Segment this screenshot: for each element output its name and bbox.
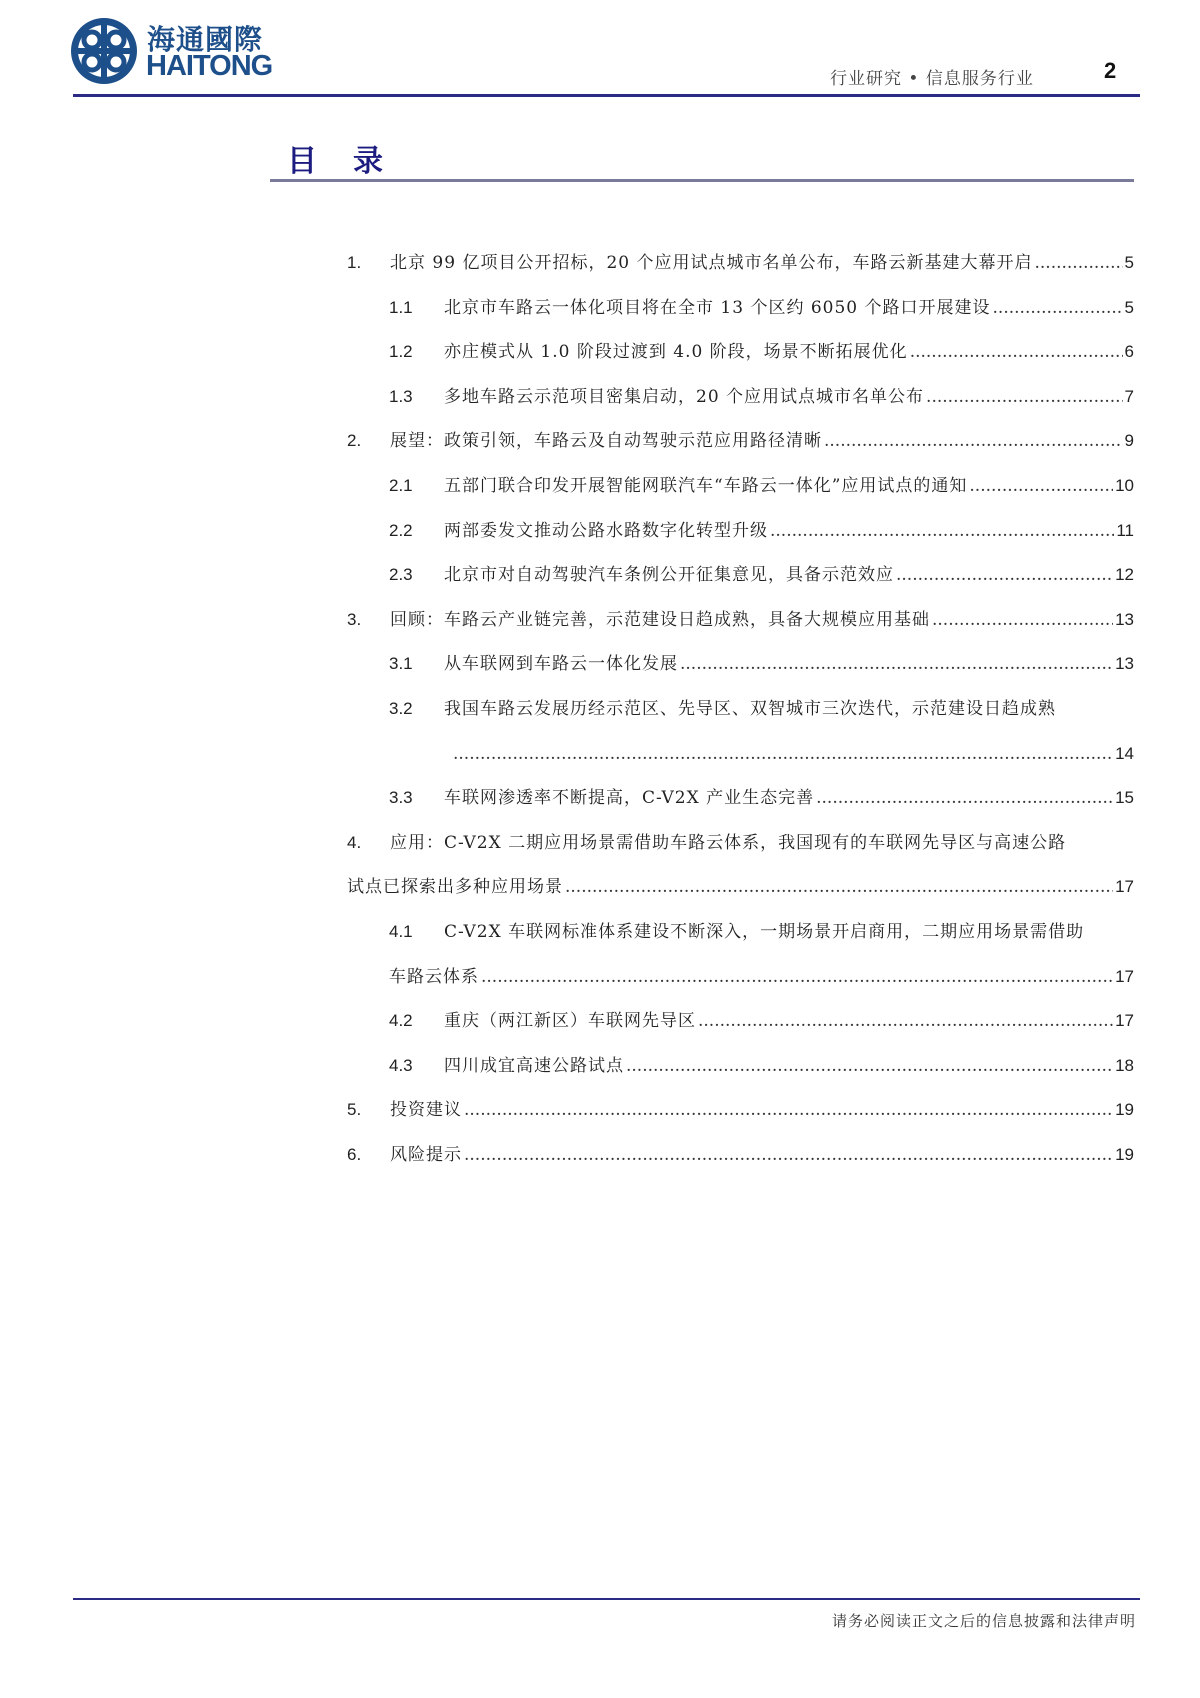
toc-entry-title[interactable]: 亦庄模式从 1.0 阶段过渡到 4.0 阶段，场景不断拓展优化 xyxy=(444,342,908,363)
toc-entry-number: 4.3 xyxy=(389,1055,413,1075)
toc-entry-line[interactable] xyxy=(347,732,1134,777)
header-divider xyxy=(73,94,1140,97)
toc-entry[interactable] xyxy=(347,642,1134,687)
table-of-contents xyxy=(347,241,1134,1177)
footer-divider xyxy=(73,1598,1140,1600)
toc-entry[interactable] xyxy=(347,330,1134,375)
toc-entry-title-continued[interactable]: 车路云体系 xyxy=(389,966,479,987)
toc-entry-title[interactable]: 四川成宜高速公路试点 xyxy=(444,1055,624,1076)
toc-entry-number: 1.2 xyxy=(389,342,413,362)
toc-dot-leader xyxy=(896,553,1113,598)
toc-dot-leader xyxy=(464,1133,1113,1178)
toc-entry[interactable] xyxy=(347,1088,1134,1133)
toc-entry[interactable] xyxy=(347,241,1134,286)
toc-entry-page[interactable]: 17 xyxy=(1115,877,1134,897)
toc-entry-title[interactable]: 回顾：车路云产业链完善，示范建设日趋成熟，具备大规模应用基础 xyxy=(390,609,930,630)
toc-entry-title[interactable]: 多地车路云示范项目密集启动，20 个应用试点城市名单公布 xyxy=(444,386,925,407)
toc-entry-line[interactable] xyxy=(347,1088,1134,1133)
toc-dot-leader xyxy=(926,375,1122,420)
toc-entry-title-continued[interactable]: 试点已探索出多种应用场景 xyxy=(347,877,563,898)
toc-entry-title[interactable]: 风险提示 xyxy=(390,1144,462,1165)
toc-entry-page[interactable]: 19 xyxy=(1115,1144,1134,1164)
toc-entry-page[interactable]: 6 xyxy=(1124,342,1134,362)
toc-entry-line[interactable] xyxy=(347,642,1134,687)
toc-dot-leader xyxy=(993,286,1123,331)
footer-disclaimer: 请务必阅读正文之后的信息披露和法律声明 xyxy=(831,1612,1136,1630)
toc-dot-leader xyxy=(680,642,1113,687)
toc-entry-line[interactable] xyxy=(347,241,1134,286)
toc-entry-page[interactable]: 15 xyxy=(1115,788,1134,808)
toc-dot-leader xyxy=(816,776,1113,821)
toc-entry-line[interactable] xyxy=(347,330,1134,375)
toc-entry-line[interactable] xyxy=(347,776,1134,821)
toc-entry-page[interactable]: 7 xyxy=(1124,386,1134,406)
toc-dot-leader xyxy=(626,1044,1113,1089)
toc-entry-number: 4.1 xyxy=(389,921,413,941)
toc-entry-title[interactable]: 应用：C-V2X 二期应用场景需借助车路云体系，我国现有的车联网先导区与高速公路 xyxy=(390,832,1067,853)
logo-chinese-name: 海通國際 xyxy=(147,23,264,56)
toc-entry-line[interactable] xyxy=(347,509,1134,554)
toc-entry-title[interactable]: 北京市车路云一体化项目将在全市 13 个区约 6050 个路口开展建设 xyxy=(444,297,991,318)
toc-dot-leader xyxy=(565,865,1113,910)
toc-entry-line[interactable] xyxy=(347,598,1134,643)
toc-entry-line[interactable] xyxy=(347,910,1134,955)
toc-entry-line[interactable] xyxy=(347,999,1134,1044)
toc-entry-number: 3. xyxy=(347,609,362,629)
toc-entry[interactable] xyxy=(347,776,1134,821)
toc-entry-number: 1.3 xyxy=(389,386,413,406)
title-divider xyxy=(270,179,1134,182)
toc-dot-leader xyxy=(453,732,1113,777)
toc-dot-leader xyxy=(464,1088,1113,1133)
toc-entry-page[interactable]: 17 xyxy=(1115,1011,1134,1031)
toc-entry-page[interactable]: 18 xyxy=(1115,1055,1134,1075)
toc-entry-title[interactable]: 五部门联合印发开展智能网联汽车“车路云一体化”应用试点的通知 xyxy=(444,475,968,496)
toc-entry-title[interactable]: 展望：政策引领，车路云及自动驾驶示范应用路径清晰 xyxy=(390,431,822,452)
toc-entry-page[interactable]: 12 xyxy=(1115,565,1134,585)
toc-dot-leader xyxy=(481,955,1113,1000)
toc-entry[interactable] xyxy=(347,821,1134,910)
toc-entry-line[interactable] xyxy=(347,464,1134,509)
toc-entry[interactable] xyxy=(347,509,1134,554)
toc-entry-title[interactable]: C-V2X 车联网标准体系建设不断深入，一期场景开启商用，二期应用场景需借助 xyxy=(444,921,1085,942)
toc-entry-line[interactable] xyxy=(347,553,1134,598)
toc-entry-title[interactable]: 投资建议 xyxy=(390,1100,462,1121)
toc-entry-line[interactable] xyxy=(347,687,1134,732)
logo-english-name: HAITONG xyxy=(146,50,273,82)
toc-entry-title[interactable]: 重庆（两江新区）车联网先导区 xyxy=(444,1011,696,1032)
toc-entry[interactable] xyxy=(347,419,1134,464)
toc-entry[interactable] xyxy=(347,375,1134,420)
toc-entry[interactable] xyxy=(347,553,1134,598)
toc-entry-title[interactable]: 北京市对自动驾驶汽车条例公开征集意见，具备示范效应 xyxy=(444,565,894,586)
toc-entry-line[interactable] xyxy=(347,419,1134,464)
toc-entry-number: 2.3 xyxy=(389,565,413,585)
toc-entry-page[interactable]: 10 xyxy=(1115,475,1134,495)
page-title: 目录 xyxy=(287,144,419,179)
toc-dot-leader xyxy=(770,509,1114,554)
toc-entry-number: 1.1 xyxy=(389,297,413,317)
toc-entry-line[interactable] xyxy=(347,375,1134,420)
toc-entry-page[interactable]: 19 xyxy=(1115,1100,1134,1120)
toc-entry[interactable] xyxy=(347,464,1134,509)
toc-dot-leader xyxy=(824,419,1123,464)
toc-entry-line[interactable] xyxy=(347,286,1134,331)
toc-entry-page[interactable]: 14 xyxy=(1115,743,1134,763)
toc-entry[interactable] xyxy=(347,598,1134,643)
toc-entry-page[interactable]: 13 xyxy=(1115,609,1134,629)
toc-entry-number: 3.1 xyxy=(389,654,413,674)
toc-entry-title[interactable]: 北京 99 亿项目公开招标，20 个应用试点城市名单公布，车路云新基建大幕开启 xyxy=(390,253,1033,273)
toc-entry[interactable] xyxy=(347,1133,1134,1178)
toc-entry-title[interactable]: 两部委发文推动公路水路数字化转型升级 xyxy=(444,520,768,541)
toc-entry-number: 1. xyxy=(347,253,362,272)
toc-entry[interactable] xyxy=(347,687,1134,776)
toc-entry-line[interactable] xyxy=(347,955,1134,1000)
page-number: 2 xyxy=(1104,58,1117,83)
toc-dot-leader xyxy=(932,598,1113,643)
toc-entry-number: 4.2 xyxy=(389,1011,413,1031)
toc-entry-number: 5. xyxy=(347,1100,362,1120)
header-section-label: 行业研究 • 信息服务行业 xyxy=(830,69,1034,89)
toc-entry-page[interactable]: 5 xyxy=(1124,253,1134,272)
toc-entry-title[interactable]: 从车联网到车路云一体化发展 xyxy=(444,654,678,675)
toc-dot-leader xyxy=(698,999,1113,1044)
toc-entry-number: 2.2 xyxy=(389,520,413,540)
toc-entry-number: 6. xyxy=(347,1144,362,1164)
toc-entry-number: 2. xyxy=(347,431,362,451)
toc-entry[interactable] xyxy=(347,1044,1134,1089)
toc-entry-title[interactable]: 我国车路云发展历经示范区、先导区、双智城市三次迭代，示范建设日趋成熟 xyxy=(444,698,1056,719)
toc-entry[interactable] xyxy=(347,910,1134,999)
toc-entry-line[interactable] xyxy=(347,1044,1134,1089)
toc-entry[interactable] xyxy=(347,286,1134,331)
toc-entry-page[interactable]: 9 xyxy=(1124,431,1134,451)
toc-entry-number: 2.1 xyxy=(389,475,413,495)
toc-dot-leader xyxy=(910,330,1123,375)
toc-entry-title[interactable]: 车联网渗透率不断提高，C-V2X 产业生态完善 xyxy=(444,788,815,809)
toc-entry-line[interactable] xyxy=(347,821,1134,866)
toc-entry-number: 4. xyxy=(347,832,362,852)
toc-entry[interactable] xyxy=(347,999,1134,1044)
toc-entry-line[interactable] xyxy=(347,1133,1134,1178)
toc-entry-page[interactable]: 11 xyxy=(1116,520,1134,540)
toc-entry-page[interactable]: 17 xyxy=(1115,966,1134,986)
toc-entry-number: 3.3 xyxy=(389,788,413,808)
toc-entry-page[interactable]: 13 xyxy=(1115,654,1134,674)
toc-dot-leader xyxy=(969,464,1113,509)
toc-entry-line[interactable] xyxy=(347,865,1134,910)
toc-dot-leader xyxy=(1034,241,1122,286)
toc-entry-number: 3.2 xyxy=(389,698,413,718)
toc-entry-page[interactable]: 5 xyxy=(1124,297,1134,317)
haitong-logo-icon xyxy=(68,16,140,86)
